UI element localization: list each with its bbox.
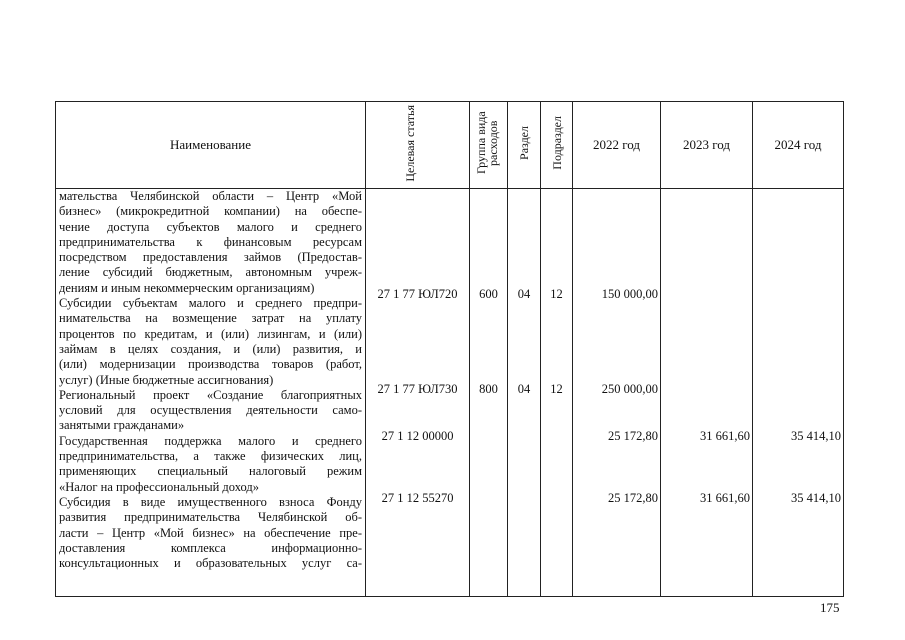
description-line: Субсидия в виде имущественного взноса Фонду <box>59 494 362 509</box>
group-row-2: 800 <box>479 382 498 396</box>
description-line: Субсидии субъектам малого и среднего предпри- <box>59 296 362 311</box>
section-row-1: 04 <box>517 287 531 301</box>
header-section-cell <box>508 102 541 189</box>
description-line: бизнес» (микрокредитной компании) на обеспе- <box>59 204 362 219</box>
group-row-1: 600 <box>479 287 498 301</box>
y2023-column <box>661 189 753 597</box>
description-line: Региональный проект «Создание благоприятных <box>59 387 362 402</box>
subsection-row-2: 12 <box>550 382 563 396</box>
target-row-2: 27 1 77 ЮЛ730 <box>377 382 458 396</box>
description-line: предпринимательства к финансовым ресурсам <box>59 234 362 249</box>
y2024-row-4: 35 414,10 <box>791 491 841 505</box>
description-line: консультационных и образовательных услуг са- <box>59 556 362 571</box>
target-row-4: 27 1 12 55270 <box>381 491 454 505</box>
description-line: займам в целях создания, и (или) развития, и <box>59 341 362 356</box>
description-line: процентов по кредитам, и (или) лизингам, и (или) <box>59 326 362 341</box>
target-column <box>366 189 470 597</box>
header-target: Целевая статья <box>402 104 417 182</box>
y2022-column <box>573 189 661 597</box>
target-row-3: 27 1 12 00000 <box>381 429 454 443</box>
header-group-cell <box>470 102 508 189</box>
budget-table <box>55 101 844 597</box>
description-line: применяющих специальный налоговый режим <box>59 464 362 479</box>
description-line: посредством предоставления займов (Предостав- <box>59 250 362 265</box>
table-body-row <box>56 189 844 597</box>
description-line: доставления комплекса информационно- <box>59 540 362 555</box>
target-row-1: 27 1 77 ЮЛ720 <box>377 287 458 301</box>
description-line: ление субсидий бюджетным, автономным учреж- <box>59 265 362 280</box>
description-line: услуг) (Иные бюджетные ассигнования) <box>59 372 274 387</box>
subsection-column <box>541 189 573 597</box>
y2022-row-2: 250 000,00 <box>601 382 658 396</box>
y2024-row-3: 35 414,10 <box>791 429 841 443</box>
name-column <box>56 189 366 597</box>
description-line: чение доступа субъектов малого и среднего <box>59 219 362 234</box>
description-text <box>59 189 362 571</box>
y2023-row-3: 31 661,60 <box>700 429 750 443</box>
description-line: мательства Челябинской области – Центр «Мой <box>59 189 362 203</box>
header-2022: 2022 год <box>573 102 661 189</box>
description-line: занятыми гражданами» <box>59 418 185 433</box>
header-2023: 2023 год <box>661 102 753 189</box>
table-header-row <box>56 102 844 189</box>
header-subsection-cell <box>541 102 573 189</box>
description-line: ласти – Центр «Мой бизнес» на обеспечение пре- <box>59 525 362 540</box>
y2022-row-3: 25 172,80 <box>608 429 658 443</box>
description-line: Государственная поддержка малого и среднего <box>59 433 362 448</box>
page-number: 175 <box>820 600 840 615</box>
header-2024: 2024 год <box>753 102 844 189</box>
description-line: условий для осуществления деятельности само- <box>59 403 362 418</box>
description-line: предпринимательства, а также физических лиц, <box>59 449 362 464</box>
description-line: нимательства на возмещение затрат на уплату <box>59 311 362 326</box>
group-column <box>470 189 508 597</box>
description-line: дениям и иным некоммерческим организациям) <box>59 280 315 295</box>
description-line: развития предпринимательства Челябинской об- <box>59 510 362 525</box>
header-subsection: Подраздел <box>549 116 564 170</box>
section-column <box>508 189 541 597</box>
header-section: Раздел <box>517 126 531 160</box>
description-line: (или) модернизации производства товаров (работ, <box>59 357 362 372</box>
y2023-row-4: 31 661,60 <box>700 491 750 505</box>
section-row-2: 04 <box>517 382 531 396</box>
subsection-row-1: 12 <box>550 287 563 301</box>
header-name: Наименование <box>56 102 366 189</box>
header-target-cell <box>366 102 470 189</box>
description-line: «Налог на профессиональный доход» <box>59 479 259 494</box>
y2024-column <box>753 189 844 597</box>
y2022-row-1: 150 000,00 <box>601 287 658 301</box>
y2022-row-4: 25 172,80 <box>608 491 658 505</box>
header-group: Группа вида расходов <box>473 111 500 175</box>
